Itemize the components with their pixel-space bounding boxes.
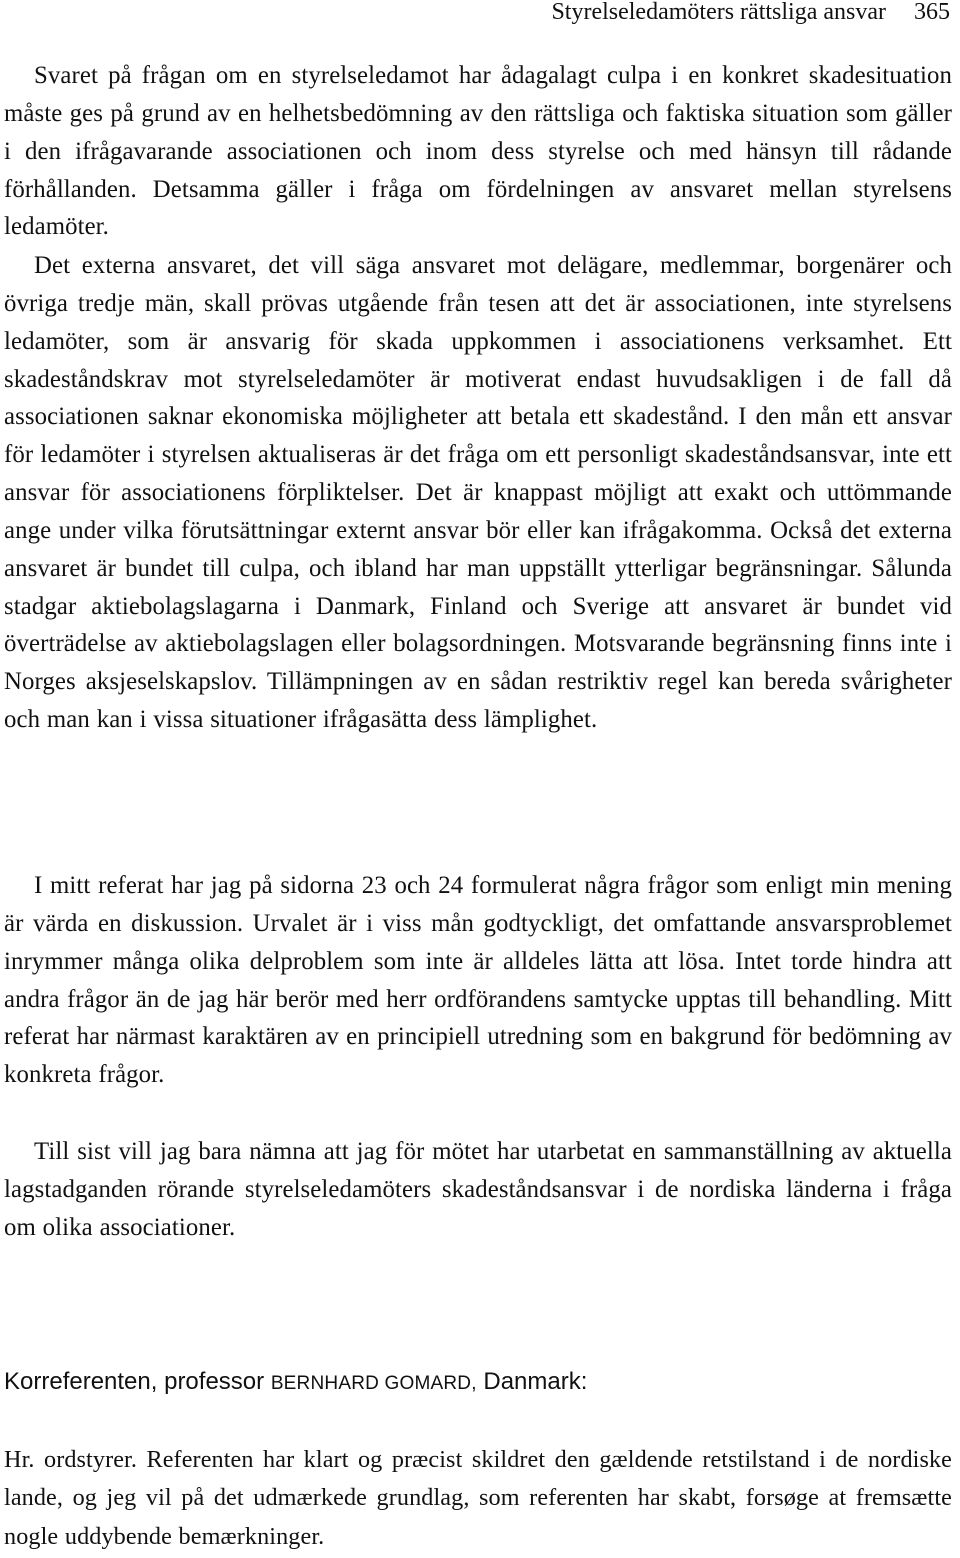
speaker-heading xyxy=(4,1362,587,1404)
paragraph-culpa-assessment: Svaret på frågan om en styrelseledamot har ådagalagt culpa i en konkret skadesituation måste ges på grund av en helhetsbedömning av den rättsliga och faktiska situation som gäller i den ifrågavarande associationen och inom dess styrelse och med hänsyn till rådande förhållanden. Detsamma gäller i fråga om fördelningen av ansvaret mellan styrelsens ledamöter. xyxy=(4,62,952,241)
speaker-prefix: Korreferenten, professor xyxy=(4,1368,265,1395)
running-title: Styrelseledamöters rättsliga ansvar xyxy=(551,0,886,25)
running-header xyxy=(551,0,950,28)
paragraph-external-liability: Det externa ansvaret, det vill säga ansvaret mot delägare, medlemmar, borgenärer och övriga tredje män, skall prövas utgående från tesen att det är associationen, inte styrelsens ledamöter, som är ansvarig för skada uppkommen i associationens verksamhet. Ett skadeståndskrav mot styrelseledamöter är motiverat endast huvudsakligen i de fall då associationen saknar ekonomiska möjligheter att betala ett skadestånd. I den mån ett ansvar för ledamöter i styrelsen aktualiseras är det fråga om ett personligt skadeståndsansvar, inte ett ansvar för associationens förpliktelser. Det är knappast möjligt att exakt och uttömmande ange under vilka förutsättningar externt ansvar bör eller kan ifrågakomma. Också det externa ansvaret är bundet till culpa, och ibland har man uppställt ytterligar begränsningar. Sålunda stadgar aktiebolagslagarna i Danmark, Finland och Sverige att ansvaret är bundet vid överträdelse av aktiebolagslagen eller bolagsordningen. Motsvarande begränsning finns inte i Norges aksjeselskapslov. Tillämpningen av en sådan restriktiv regel kan bereda svårigheter och man kan i vissa situationer ifrågasätta dess lämplighet. xyxy=(4,252,952,734)
speaker-name: BERNHARD GOMARD, xyxy=(270,1373,477,1394)
paragraph-referat-questions: I mitt referat har jag på sidorna 23 och 24 formulerat några frågor som enligt min mening är värda en diskussion. Urvalet är i viss mån godtyckligt, det omfattande ansvarsproblemet inrymmer många olika delproblem som inte är alldeles lätta att lösa. Intet torde hindra att andra frågor än de jag här berör med herr ordförandens samtycke upptas till behandling. Mitt referat har närmast karaktären av en principiell utredning som en bakgrund för bedömning av konkreta frågor. xyxy=(4,872,952,1089)
page-number: 365 xyxy=(914,0,950,25)
paragraph-compilation-note: Till sist vill jag bara nämna att jag för mötet har utarbetat en sammanställning av aktuella lagstadganden rörande styrelseledamöters skadeståndsansvar i de nordiska länderna i fråga om olika associationer. xyxy=(4,1138,952,1241)
paragraph-gomard-opening: Hr. ordstyrer. Referenten har klart og præcist skildret den gældende retstilstand i de nordiske lande, og jeg vil på det udmærkede grundlag, som referenten har skabt, forsøge at fremsætte nogle uddybende bemærkninger. xyxy=(4,1446,952,1550)
speaker-country: Danmark: xyxy=(483,1368,588,1395)
